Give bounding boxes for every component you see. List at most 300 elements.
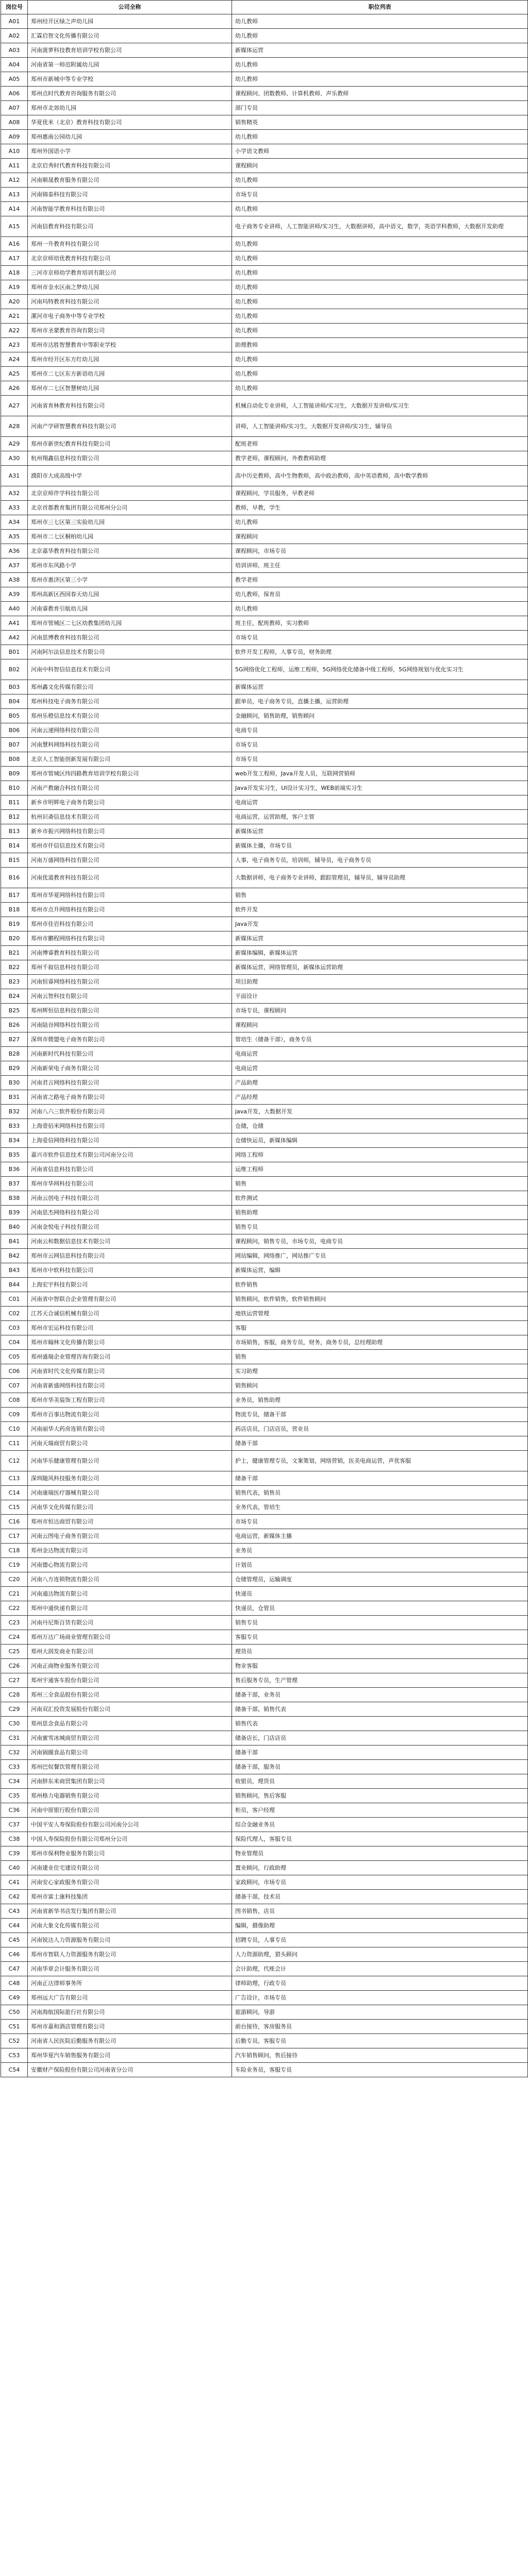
role-cell: 幼儿教师	[232, 237, 528, 251]
role-cell: 产品经理	[232, 1090, 528, 1105]
header-company: 公司全称	[28, 1, 232, 14]
role-cell: 电子商务专业讲师，人工智能讲师/实习生，大数据讲师，高中语文，数学，英语学科教师，大数据开发助理	[232, 216, 528, 237]
company-cell: 郑州市富士康科技集团	[28, 1890, 232, 1904]
position-cell: A10	[1, 144, 28, 159]
table-row	[1, 266, 528, 280]
position-cell: A36	[1, 544, 28, 558]
role-cell: 律师助理，行政专员	[232, 1976, 528, 1991]
company-cell: 河南思博教育科技有限公司	[28, 631, 232, 645]
table-row	[1, 280, 528, 295]
position-cell: B26	[1, 1018, 28, 1032]
position-cell: A33	[1, 501, 28, 515]
company-cell: 河南八方连锁物流有限公司	[28, 1572, 232, 1587]
role-cell: 产品助理	[232, 1076, 528, 1090]
table-row	[1, 2034, 528, 2048]
company-cell: 河南博睿教育科技有限公司	[28, 946, 232, 960]
role-cell: 收银员，理货员	[232, 1774, 528, 1789]
table-row	[1, 1105, 528, 1119]
table-row	[1, 130, 528, 144]
table-row	[1, 1436, 528, 1451]
position-cell: B37	[1, 1177, 28, 1191]
position-cell: C04	[1, 1335, 28, 1350]
position-cell: B31	[1, 1090, 28, 1105]
position-cell: A05	[1, 72, 28, 87]
role-cell: 储备干部，服务员	[232, 1760, 528, 1774]
role-cell: 新媒体主播，市场专员	[232, 839, 528, 853]
role-cell: 图书销售，店员	[232, 1904, 528, 1919]
position-cell: C25	[1, 1645, 28, 1659]
table-row	[1, 975, 528, 989]
position-cell: C29	[1, 1702, 28, 1717]
company-cell: 郑州市鹏程网络科技有限公司	[28, 931, 232, 946]
company-cell: 郑州三全食品股份有限公司	[28, 1688, 232, 1702]
role-cell: web开发工程师，Java开发人员，互联网营销师	[232, 767, 528, 781]
table-row	[1, 1292, 528, 1307]
table-row	[1, 1004, 528, 1018]
company-cell: 河南信教育科技有限公司	[28, 216, 232, 237]
role-cell: 计划员	[232, 1558, 528, 1572]
company-cell: 郑州万达广场商业管理有限公司	[28, 1630, 232, 1645]
position-cell: C49	[1, 1991, 28, 2005]
table-row	[1, 1601, 528, 1616]
table-row	[1, 1047, 528, 1061]
table-row	[1, 1408, 528, 1422]
position-cell: A34	[1, 515, 28, 530]
table-row	[1, 1191, 528, 1206]
position-cell: A12	[1, 173, 28, 188]
role-cell: 仓储，仓储	[232, 1119, 528, 1133]
table-row	[1, 1673, 528, 1688]
position-cell: C13	[1, 1471, 28, 1486]
position-cell: A07	[1, 101, 28, 115]
role-cell: 储备干部，技术员	[232, 1890, 528, 1904]
role-cell: 市场专员	[232, 752, 528, 767]
position-cell: A28	[1, 416, 28, 437]
table-row	[1, 1904, 528, 1919]
position-cell: B28	[1, 1047, 28, 1061]
role-cell: 配班老师	[232, 437, 528, 451]
position-cell: A38	[1, 573, 28, 587]
role-cell: 新媒体运营，编辑	[232, 1263, 528, 1278]
position-cell: B36	[1, 1162, 28, 1177]
role-cell: 旅游顾问，导游	[232, 2005, 528, 2020]
position-cell: B10	[1, 781, 28, 795]
position-cell: A32	[1, 486, 28, 501]
table-row	[1, 352, 528, 367]
company-cell: 郑州市北郊幼儿园	[28, 101, 232, 115]
company-cell: 河南省育林教育科技有限公司	[28, 396, 232, 416]
position-cell: B35	[1, 1148, 28, 1162]
company-cell: 郑州点时代教育咨询服务有限公司	[28, 87, 232, 101]
company-cell: 郑州市佳岩科技有限公司	[28, 917, 232, 931]
position-cell: C10	[1, 1422, 28, 1436]
header-role: 职位列表	[232, 1, 528, 14]
company-cell: 河南金悦电子科技有限公司	[28, 1220, 232, 1234]
company-cell: 河南丹尼斯百货有限公司	[28, 1616, 232, 1630]
table-row	[1, 1393, 528, 1408]
role-cell: 幼儿教师	[232, 602, 528, 616]
role-cell: 实习助理	[232, 1364, 528, 1379]
role-cell: 新媒体运营，网络管理员，新媒体运营助理	[232, 960, 528, 975]
role-cell: 课程顾问，学员服务，早教老师	[232, 486, 528, 501]
table-row	[1, 781, 528, 795]
role-cell: 柜员，客户经理	[232, 1803, 528, 1818]
company-cell: 河南德心物流有限公司	[28, 1558, 232, 1572]
position-cell: C43	[1, 1904, 28, 1919]
table-row	[1, 946, 528, 960]
table-row	[1, 694, 528, 709]
company-cell: 郑州市百事达物流有限公司	[28, 1408, 232, 1422]
role-cell: 幼儿教师	[232, 58, 528, 72]
table-row	[1, 1774, 528, 1789]
table-row	[1, 396, 528, 416]
table-row	[1, 237, 528, 251]
table-row	[1, 931, 528, 946]
company-cell: 河南阿尔法信息技术有限公司	[28, 645, 232, 659]
position-cell: C38	[1, 1832, 28, 1846]
table-row	[1, 1832, 528, 1846]
company-cell: 河南产学研智慧教育科技有限公司	[28, 416, 232, 437]
role-cell: 物业客服	[232, 1659, 528, 1673]
position-cell: C42	[1, 1890, 28, 1904]
position-cell: B07	[1, 738, 28, 752]
role-cell: 软件开发工程师，人事专员，财务助理	[232, 645, 528, 659]
role-cell: 置业顾问，行政助理	[232, 1861, 528, 1875]
position-cell: C18	[1, 1544, 28, 1558]
company-cell: 河南云创电子科技有限公司	[28, 1191, 232, 1206]
company-cell: 河南产教融合科技有限公司	[28, 781, 232, 795]
role-cell: 机械自动化专业讲师，人工智能讲师/实习生，大数据开发讲师/实习生	[232, 396, 528, 416]
role-cell: 软件销售	[232, 1278, 528, 1292]
company-cell: 郑州经开区绿之声幼儿园	[28, 14, 232, 29]
company-cell: 河南省之路电子商务有限公司	[28, 1090, 232, 1105]
position-cell: A06	[1, 87, 28, 101]
company-cell: 郑州市管城区二七区幼教集团幼儿园	[28, 616, 232, 631]
table-row	[1, 1875, 528, 1890]
position-cell: A13	[1, 188, 28, 202]
company-cell: 河南华文化传媒有限公司	[28, 1500, 232, 1515]
company-cell: 郑州市新城中等专业学校	[28, 72, 232, 87]
position-cell: C09	[1, 1408, 28, 1422]
table-row	[1, 853, 528, 868]
role-cell: 小学语文教师	[232, 144, 528, 159]
role-cell: 客服专员	[232, 1630, 528, 1645]
company-cell: 河南优道教育科技有限公司	[28, 868, 232, 888]
company-cell: 郑州市管城区纬四路教育培训学校有限公司	[28, 767, 232, 781]
role-cell: 新媒体编辑，新媒体运营	[232, 946, 528, 960]
role-cell: 教学老师	[232, 573, 528, 587]
role-cell: 销售代表	[232, 1717, 528, 1731]
position-cell: C08	[1, 1393, 28, 1408]
company-cell: 郑州盛瑞企业管理咨询有限公司	[28, 1350, 232, 1364]
position-cell: B40	[1, 1220, 28, 1234]
company-cell: 河南康瑞医疗器械有限公司	[28, 1486, 232, 1500]
company-cell: 郑州巴奴餐饮管理有限公司	[28, 1760, 232, 1774]
role-cell: 班主任，配班教师，实习教师	[232, 616, 528, 631]
table-row	[1, 1745, 528, 1760]
position-cell: C26	[1, 1659, 28, 1673]
company-cell: 新乡市振兴网络科技有限公司	[28, 824, 232, 839]
role-cell: 药店店员，门店店员，营业员	[232, 1422, 528, 1436]
position-cell: B11	[1, 795, 28, 810]
company-cell: 河南万盛网络科技有限公司	[28, 853, 232, 868]
table-row	[1, 1486, 528, 1500]
company-cell: 河南省第一师范附属幼儿园	[28, 58, 232, 72]
table-row	[1, 1991, 528, 2005]
company-cell: 郑州市经开区东方红幼儿园	[28, 352, 232, 367]
table-row	[1, 1379, 528, 1393]
table-row	[1, 101, 528, 115]
table-row	[1, 1500, 528, 1515]
position-cell: C24	[1, 1630, 28, 1645]
role-cell: 课程顾问	[232, 159, 528, 173]
role-cell: 后勤专员，客服专员	[232, 2034, 528, 2048]
position-cell: C17	[1, 1529, 28, 1544]
role-cell: 新媒体运营	[232, 43, 528, 58]
company-cell: 中国平安人寿保险股份有限公司河南分公司	[28, 1818, 232, 1832]
table-row	[1, 1249, 528, 1263]
company-cell: 郑州辉恒信息科技有限公司	[28, 1004, 232, 1018]
position-cell: B17	[1, 888, 28, 903]
table-row	[1, 1307, 528, 1321]
table-row	[1, 1529, 528, 1544]
role-cell: 金融顾问，销售助理，销售顾问	[232, 709, 528, 723]
position-cell: B21	[1, 946, 28, 960]
table-row	[1, 1162, 528, 1177]
role-cell: 保险代理人，客服专员	[232, 1832, 528, 1846]
role-cell: 幼儿教师，保育员	[232, 587, 528, 602]
company-cell: 河南安心家政服务有限公司	[28, 1875, 232, 1890]
company-cell: 北京人工智能创新发展有限公司	[28, 752, 232, 767]
role-cell: 幼儿教师	[232, 251, 528, 266]
position-cell: A29	[1, 437, 28, 451]
company-cell: 河南慧科网络科技有限公司	[28, 738, 232, 752]
role-cell: 课程顾问，市场专员	[232, 544, 528, 558]
position-cell: C54	[1, 2063, 28, 2077]
table-row	[1, 1846, 528, 1861]
role-cell: 储备干部	[232, 1745, 528, 1760]
company-cell: 河南菠萝科技教育培训学校有限公司	[28, 43, 232, 58]
company-cell: 中国人寿保险股份有限公司郑州分公司	[28, 1832, 232, 1846]
position-cell: B43	[1, 1263, 28, 1278]
position-cell: A03	[1, 43, 28, 58]
position-cell: B12	[1, 810, 28, 824]
position-cell: B23	[1, 975, 28, 989]
table-row	[1, 1234, 528, 1249]
role-cell: 电商专员	[232, 723, 528, 738]
company-cell: 河南恒睿网络科技有限公司	[28, 975, 232, 989]
position-cell: B22	[1, 960, 28, 975]
role-cell: 幼儿教师	[232, 381, 528, 396]
table-row	[1, 868, 528, 888]
role-cell: 幼儿教师	[232, 367, 528, 381]
table-row	[1, 367, 528, 381]
company-cell: 郑州市嘉和酒店管理有限公司	[28, 2020, 232, 2034]
table-row	[1, 1133, 528, 1148]
company-cell: 郑州乐橙信息技术有限公司	[28, 709, 232, 723]
header-position: 岗位号	[1, 1, 28, 14]
table-row	[1, 2063, 528, 2077]
table-row	[1, 544, 528, 558]
position-cell: C45	[1, 1933, 28, 1947]
table-row	[1, 573, 528, 587]
table-header-row	[1, 1, 528, 14]
position-cell: B08	[1, 752, 28, 767]
table-row	[1, 58, 528, 72]
role-cell: 仓储管理员，运输调度	[232, 1572, 528, 1587]
table-row	[1, 1760, 528, 1774]
company-cell: 郑州市点升网络科技有限公司	[28, 903, 232, 917]
role-cell: 地铁运营管理	[232, 1307, 528, 1321]
position-cell: A40	[1, 602, 28, 616]
company-cell: 郑州市二七区东方新语幼儿园	[28, 367, 232, 381]
company-cell: 河南睿教育引航幼儿园	[28, 602, 232, 616]
table-row	[1, 188, 528, 202]
company-cell: 郑州千叙信息科技有限公司	[28, 960, 232, 975]
company-cell: 河南云和数据信息技术有限公司	[28, 1234, 232, 1249]
role-cell: 幼儿教师	[232, 324, 528, 338]
table-row	[1, 587, 528, 602]
position-cell: B13	[1, 824, 28, 839]
role-cell: 市场专员	[232, 631, 528, 645]
position-cell: B02	[1, 659, 28, 680]
company-cell: 郑州高新区西园春天幼儿园	[28, 587, 232, 602]
position-cell: C41	[1, 1875, 28, 1890]
position-cell: A02	[1, 29, 28, 43]
role-cell: 部门专员	[232, 101, 528, 115]
role-cell: 销售	[232, 1350, 528, 1364]
table-row	[1, 1947, 528, 1962]
table-row	[1, 602, 528, 616]
position-cell: A42	[1, 631, 28, 645]
company-cell: 河南建业住宅建设有限公司	[28, 1861, 232, 1875]
position-cell: B16	[1, 868, 28, 888]
position-cell: A01	[1, 14, 28, 29]
company-cell: 河南思杰网络科技有限公司	[28, 1206, 232, 1220]
position-cell: C23	[1, 1616, 28, 1630]
position-cell: C36	[1, 1803, 28, 1818]
role-cell: 广告设计，市场专员	[232, 1991, 528, 2005]
table-row	[1, 1335, 528, 1350]
position-cell: B04	[1, 694, 28, 709]
company-cell: 河南云速网络科技有限公司	[28, 723, 232, 738]
role-cell: 销售助理	[232, 1206, 528, 1220]
role-cell: 幼儿教师	[232, 29, 528, 43]
company-cell: 河南正商物业服务有限公司	[28, 1659, 232, 1673]
role-cell: 管培生（储备干部），商务专员	[232, 1032, 528, 1047]
company-cell: 河南省中智联合企业管理有限公司	[28, 1292, 232, 1307]
table-row	[1, 1731, 528, 1745]
table-row	[1, 14, 528, 29]
role-cell: 招聘专员，人事专员	[232, 1933, 528, 1947]
role-cell: 销售顾问，软件销售，软件销售顾问	[232, 1292, 528, 1307]
table-row	[1, 824, 528, 839]
table-row	[1, 295, 528, 309]
position-cell: C40	[1, 1861, 28, 1875]
role-cell: 销售	[232, 888, 528, 903]
position-cell: C22	[1, 1601, 28, 1616]
table-row	[1, 1422, 528, 1436]
company-cell: 北京嘉华教育科技有限公司	[28, 544, 232, 558]
table-row	[1, 437, 528, 451]
position-cell: A16	[1, 237, 28, 251]
position-cell: C30	[1, 1717, 28, 1731]
position-cell: A04	[1, 58, 28, 72]
role-cell: 市场专员	[232, 738, 528, 752]
company-cell: 深圳随风科技服务有限公司	[28, 1471, 232, 1486]
company-cell: 郑州思念食品有限公司	[28, 1717, 232, 1731]
company-cell: 郑州远大广告有限公司	[28, 1991, 232, 2005]
table-row	[1, 1818, 528, 1832]
company-cell: 郑州市保利物业服务有限公司	[28, 1846, 232, 1861]
company-cell: 郑州金达物流有限公司	[28, 1544, 232, 1558]
position-cell: C53	[1, 2048, 28, 2063]
position-cell: A25	[1, 367, 28, 381]
role-cell: 储备干部，销售代表	[232, 1702, 528, 1717]
company-cell: 漯河市电子商务中等专业学校	[28, 309, 232, 324]
role-cell: 幼儿教师	[232, 515, 528, 530]
role-cell: 网站编辑，网络推广，网站推广专员	[232, 1249, 528, 1263]
table-row	[1, 659, 528, 680]
table-row	[1, 795, 528, 810]
position-cell: A23	[1, 338, 28, 352]
position-cell: C34	[1, 1774, 28, 1789]
position-cell: A27	[1, 396, 28, 416]
role-cell: 讲师，人工智能讲师/实习生，大数据开发讲师/实习生，辅导员	[232, 416, 528, 437]
company-cell: 郑州市东风路小学	[28, 558, 232, 573]
position-cell: B29	[1, 1061, 28, 1076]
table-row	[1, 115, 528, 130]
table-row	[1, 1789, 528, 1803]
position-cell: B41	[1, 1234, 28, 1249]
role-cell: 前台接待，客房服务员	[232, 2020, 528, 2034]
role-cell: 市场专员	[232, 1515, 528, 1529]
role-cell: 幼儿教师	[232, 173, 528, 188]
table-row	[1, 558, 528, 573]
role-cell: 幼儿教师	[232, 280, 528, 295]
role-cell: Java开发	[232, 917, 528, 931]
table-row	[1, 1659, 528, 1673]
role-cell: 储备店长，门店店员	[232, 1731, 528, 1745]
table-row	[1, 1919, 528, 1933]
table-row	[1, 810, 528, 824]
role-cell: 客服	[232, 1321, 528, 1335]
company-cell: 河南华章会计服务有限公司	[28, 1962, 232, 1976]
company-cell: 深圳市微盟电子商务有限公司	[28, 1032, 232, 1047]
company-cell: 河南八六三软件股份有限公司	[28, 1105, 232, 1119]
position-cell: C37	[1, 1818, 28, 1832]
table-row	[1, 1962, 528, 1976]
table-row	[1, 1645, 528, 1659]
table-row	[1, 723, 528, 738]
company-cell: 江苏天合诚信机械有限公司	[28, 1307, 232, 1321]
company-cell: 郑州市圣蒙教育咨询有限公司	[28, 324, 232, 338]
table-row	[1, 1263, 528, 1278]
company-cell: 郑州市翰林文化传播有限公司	[28, 1335, 232, 1350]
company-cell: 河南新时代科技有限公司	[28, 1047, 232, 1061]
company-cell: 郑州大润发商业有限公司	[28, 1645, 232, 1659]
table-row	[1, 486, 528, 501]
position-cell: C14	[1, 1486, 28, 1500]
role-cell: 护士，健康管理专员，文案策划，网络营销，医美电商运营，声优客服	[232, 1451, 528, 1471]
role-cell: 快递员	[232, 1587, 528, 1601]
company-cell: 郑州市智联人力资源服务有限公司	[28, 1947, 232, 1962]
role-cell: 电商运营	[232, 795, 528, 810]
role-cell: 电商运营	[232, 1047, 528, 1061]
position-cell: C05	[1, 1350, 28, 1364]
company-cell: 河南智能学教育科技有限公司	[28, 202, 232, 216]
position-cell: A15	[1, 216, 28, 237]
